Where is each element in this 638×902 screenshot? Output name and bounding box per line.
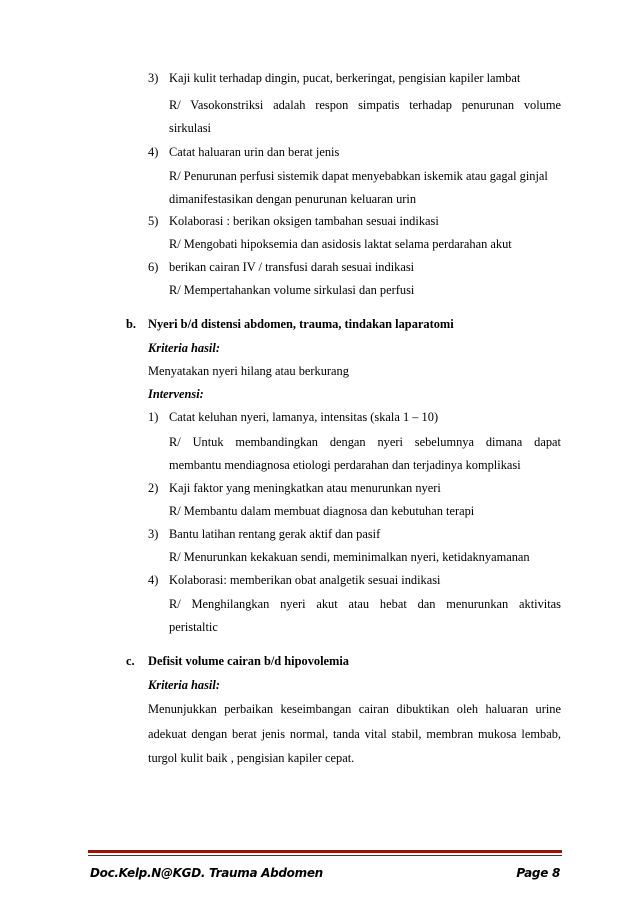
- list-number: 4): [148, 145, 159, 159]
- rationale-text: sirkulasi: [169, 121, 211, 135]
- rationale-text: R/ Menghilangkan nyeri akut atau hebat dan menurunkan aktivitas: [169, 597, 561, 611]
- list-number: 6): [148, 260, 159, 274]
- rationale-text: R/ Untuk membandingkan dengan nyeri sebelumnya dimana dapat: [169, 435, 561, 449]
- list-number: 1): [148, 410, 159, 424]
- page-number: Page 8: [516, 866, 560, 880]
- list-number: 3): [148, 71, 159, 85]
- rationale-text: R/ Membantu dalam membuat diagnosa dan kebutuhan terapi: [169, 504, 475, 518]
- footer-rule-thin: [88, 855, 562, 856]
- list-number: 3): [148, 527, 159, 541]
- list-number: 4): [148, 573, 159, 587]
- rationale-text: dimanifestasikan dengan penurunan keluaran urin: [169, 192, 417, 206]
- rationale-text: peristaltic: [169, 620, 218, 634]
- kriteria-label: Kriteria hasil:: [148, 678, 220, 692]
- section-title: Defisit volume cairan b/d hipovolemia: [148, 654, 350, 668]
- list-item-text: Kolaborasi: memberikan obat analgetik sesuai indikasi: [169, 573, 441, 587]
- section-label: c.: [126, 654, 135, 668]
- footer-doc-title: Doc.Kelp.N@KGD. Trauma Abdomen: [90, 866, 323, 880]
- kriteria-text: turgol kulit baik , pengisian kapiler cepat.: [148, 751, 355, 765]
- list-item-text: Kolaborasi : berikan oksigen tambahan sesuai indikasi: [169, 214, 439, 228]
- list-item-text: Kaji faktor yang meningkatkan atau menurunkan nyeri: [169, 481, 441, 495]
- rationale-text: R/ Mempertahankan volume sirkulasi dan perfusi: [169, 283, 415, 297]
- list-number: 5): [148, 214, 159, 228]
- intervensi-label: Intervensi:: [148, 387, 204, 401]
- rationale-text: membantu mendiagnosa etiologi perdarahan dan terjadinya komplikasi: [169, 458, 521, 472]
- section-title: Nyeri b/d distensi abdomen, trauma, tindakan laparatomi: [148, 317, 454, 331]
- list-item-text: Bantu latihan rentang gerak aktif dan pasif: [169, 527, 381, 541]
- rationale-text: R/ Vasokonstriksi adalah respon simpatis terhadap penurunan volume: [169, 98, 561, 112]
- list-item-text: berikan cairan IV / transfusi darah sesuai indikasi: [169, 260, 415, 274]
- list-item-text: Kaji kulit terhadap dingin, pucat, berkeringat, pengisian kapiler lambat: [169, 71, 521, 85]
- footer-rule: [88, 850, 562, 853]
- kriteria-text: Menunjukkan perbaikan keseimbangan cairan dibuktikan oleh haluaran urine: [148, 702, 561, 716]
- rationale-text: R/ Menurunkan kekakuan sendi, meminimalkan nyeri, ketidaknyamanan: [169, 550, 530, 564]
- list-item-text: Catat keluhan nyeri, lamanya, intensitas (skala 1 – 10): [169, 410, 439, 424]
- section-label: b.: [126, 317, 136, 331]
- list-number: 2): [148, 481, 159, 495]
- kriteria-text: adekuat dengan berat jenis normal, tanda vital stabil, membran mukosa lembab,: [148, 727, 561, 741]
- kriteria-label: Kriteria hasil:: [148, 341, 220, 355]
- rationale-text: R/ Mengobati hipoksemia dan asidosis laktat selama perdarahan akut: [169, 237, 512, 251]
- list-item-text: Catat haluaran urin dan berat jenis: [169, 145, 340, 159]
- kriteria-text: Menyatakan nyeri hilang atau berkurang: [148, 364, 349, 378]
- rationale-text: R/ Penurunan perfusi sistemik dapat menyebabkan iskemik atau gagal ginjal: [169, 169, 548, 183]
